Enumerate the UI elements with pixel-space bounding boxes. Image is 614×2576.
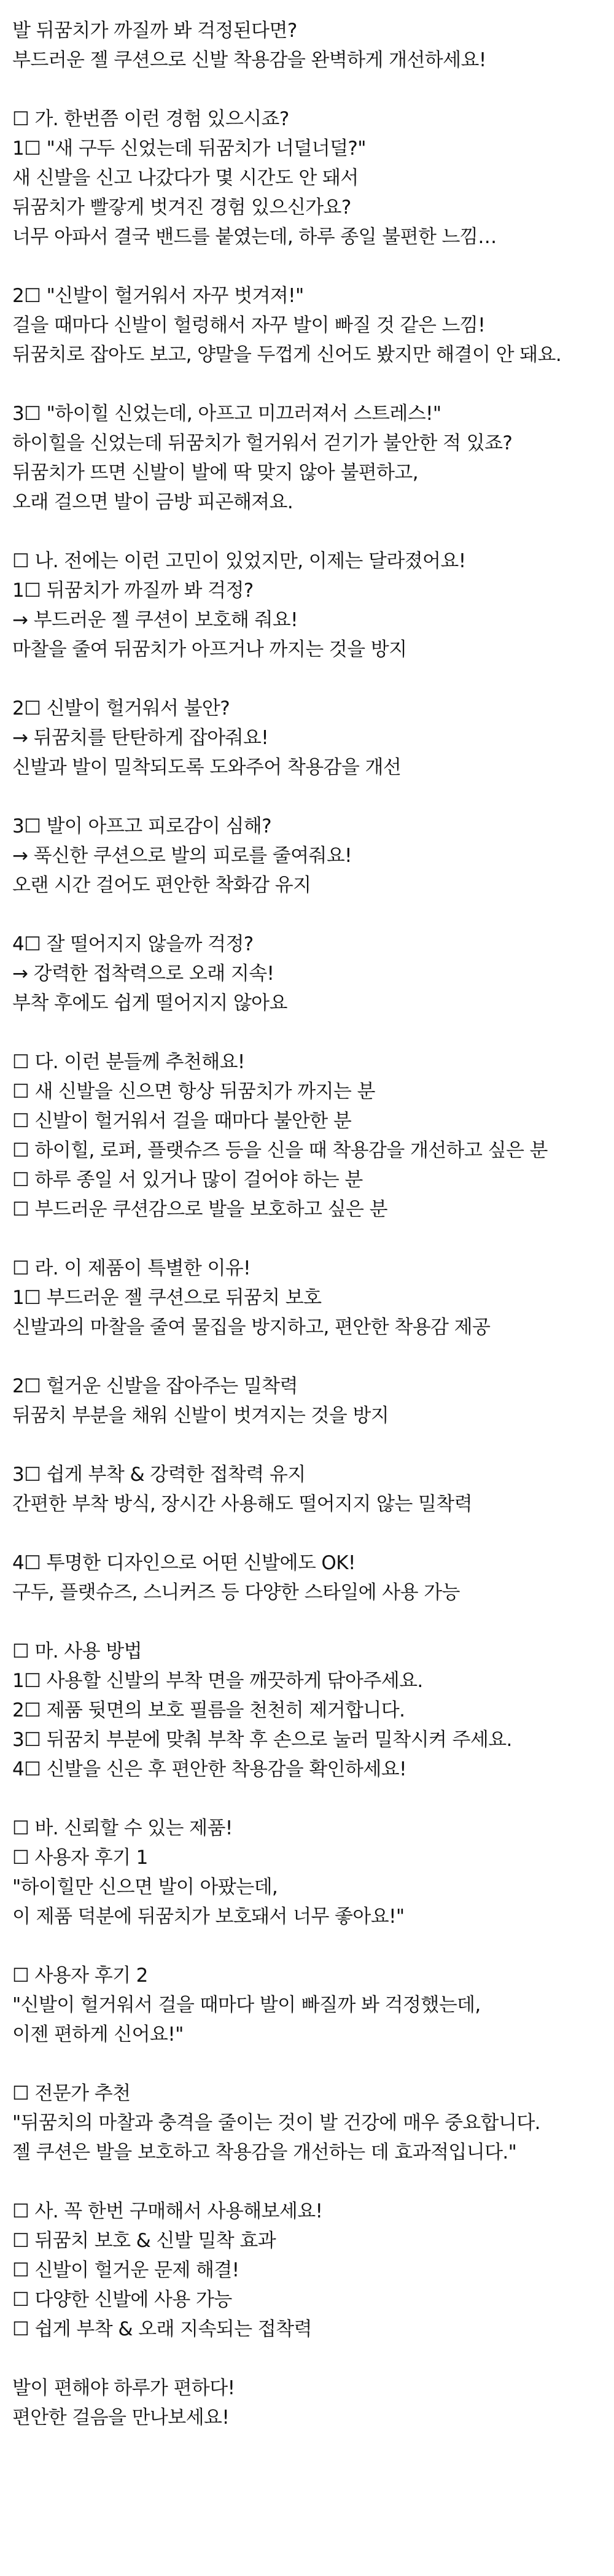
list-item: ☐ 신발이 헐거운 문제 해결! xyxy=(12,2259,239,2281)
section-title: ☐ 마. 사용 방법 xyxy=(12,1640,142,1662)
list-item: ☐ 다양한 신발에 사용 가능 xyxy=(12,2289,232,2311)
review-text: "뒤꿈치의 마찰과 충격을 줄이는 것이 발 건강에 매우 중요합니다. xyxy=(12,2112,540,2134)
item-heading: 2☐ 헐거운 신발을 잡아주는 밀착력 xyxy=(12,1375,298,1397)
item-heading: 3☐ 쉽게 부착 & 강력한 접착력 유지 xyxy=(12,1464,306,1486)
item-heading: 1☐ 부드러운 젤 쿠션으로 뒤꿈치 보호 xyxy=(12,1287,322,1309)
item-heading: 3☐ "하이힐 신었는데, 아프고 미끄러져서 스트레스!" xyxy=(12,403,441,425)
item-heading: 4☐ 잘 떨어지지 않을까 걱정? xyxy=(12,933,254,955)
item-heading: 2☐ "신발이 헐거워서 자꾸 벗겨져!" xyxy=(12,285,304,307)
item-text: 오랜 시간 걸어도 편안한 착화감 유지 xyxy=(12,874,311,896)
list-item: ☐ 신발이 헐거워서 걸을 때마다 불안한 분 xyxy=(12,1110,352,1132)
list-item: ☐ 뒤꿈치 보호 & 신발 밀착 효과 xyxy=(12,2230,276,2252)
step-item: 4☐ 신발을 신은 후 편안한 착용감을 확인하세요! xyxy=(12,1758,406,1780)
item-heading: 1☐ "새 구두 신었는데 뒤꿈치가 너덜너덜?" xyxy=(12,138,366,160)
item-heading: 2☐ 신발이 헐거워서 불안? xyxy=(12,697,230,720)
item-heading: 1☐ 뒤꿈치가 까질까 봐 걱정? xyxy=(12,580,254,602)
item-text: → 부드러운 젤 쿠션이 보호해 줘요! xyxy=(12,609,298,631)
section-experience xyxy=(12,104,602,517)
section-title: ☐ 바. 신뢰할 수 있는 제품! xyxy=(12,1817,233,1839)
item-text: 신발과의 마찰을 줄여 물집을 방지하고, 편안한 착용감 제공 xyxy=(12,1316,491,1338)
item-heading: 4☐ 투명한 디자인으로 어떤 신발에도 OK! xyxy=(12,1552,356,1574)
intro-line: 발 뒤꿈치가 까질까 봐 걱정된다면? xyxy=(12,20,297,42)
section-title: ☐ 라. 이 제품이 특별한 이유! xyxy=(12,1257,251,1279)
item-text: 너무 아파서 결국 밴드를 붙였는데, 하루 종일 불편한 느낌… xyxy=(12,226,497,248)
item-text: 마찰을 줄여 뒤꿈치가 아프거나 까지는 것을 방지 xyxy=(12,638,407,661)
outro-line: 발이 편해야 하루가 편하다! xyxy=(12,2377,235,2399)
outro-line: 편안한 걸음을 만나보세요! xyxy=(12,2407,230,2429)
item-text: 간편한 부착 방식, 장시간 사용해도 떨어지지 않는 밀착력 xyxy=(12,1493,472,1515)
review-heading: ☐ 전문가 추천 xyxy=(12,2082,131,2105)
list-item: ☐ 하루 종일 서 있거나 많이 걸어야 하는 분 xyxy=(12,1169,363,1191)
section-purchase xyxy=(12,2197,602,2344)
item-text: 부착 후에도 쉽게 떨어지지 않아요 xyxy=(12,992,287,1014)
list-item: ☐ 부드러운 쿠션감으로 발을 보호하고 싶은 분 xyxy=(12,1198,387,1220)
item-text: 하이힐을 신었는데 뒤꿈치가 헐거워서 걷기가 불안한 적 있죠? xyxy=(12,432,513,454)
review-text: "하이힐만 신으면 발이 아팠는데, xyxy=(12,1876,278,1898)
section-title: ☐ 다. 이런 분들께 추천해요! xyxy=(12,1051,245,1073)
section-special-features xyxy=(12,1254,602,1607)
section-recommended-for xyxy=(12,1047,602,1224)
intro xyxy=(12,16,602,75)
review-heading: ☐ 사용자 후기 1 xyxy=(12,1847,148,1869)
review-text: 젤 쿠션은 발을 보호하고 착용감을 개선하는 데 효과적입니다." xyxy=(12,2141,517,2163)
step-item: 3☐ 뒤꿈치 부분에 맞춰 부착 후 손으로 눌러 밀착시켜 주세요. xyxy=(12,1729,512,1751)
outro xyxy=(12,2373,602,2432)
review-text: "신발이 헐거워서 걸을 때마다 발이 빠질까 봐 걱정했는데, xyxy=(12,1994,481,2016)
list-item: ☐ 새 신발을 신으면 항상 뒤꿈치가 까지는 분 xyxy=(12,1080,375,1103)
review-heading: ☐ 사용자 후기 2 xyxy=(12,1965,148,1987)
section-title: ☐ 나. 전에는 이런 고민이 있었지만, 이제는 달라졌어요! xyxy=(12,550,466,572)
section-before-after xyxy=(12,546,602,1018)
item-text: 걸을 때마다 신발이 헐렁해서 자꾸 발이 빠질 것 같은 느낌! xyxy=(12,314,486,336)
item-text: 뒤꿈치가 뜨면 신발이 발에 딱 맞지 않아 불편하고, xyxy=(12,462,418,484)
item-text: 구두, 플랫슈즈, 스니커즈 등 다양한 스타일에 사용 가능 xyxy=(12,1581,460,1604)
review-text: 이 제품 덕분에 뒤꿈치가 보호돼서 너무 좋아요!" xyxy=(12,1906,405,1928)
step-item: 1☐ 사용할 신발의 부착 면을 깨끗하게 닦아주세요. xyxy=(12,1670,423,1692)
list-item: ☐ 하이힐, 로퍼, 플랫슈즈 등을 신을 때 착용감을 개선하고 싶은 분 xyxy=(12,1139,548,1162)
item-heading: 3☐ 발이 아프고 피로감이 심해? xyxy=(12,815,271,837)
section-usage xyxy=(12,1637,602,1784)
section-title: ☐ 사. 꼭 한번 구매해서 사용해보세요! xyxy=(12,2200,323,2222)
item-text: → 강력한 접착력으로 오래 지속! xyxy=(12,963,274,985)
intro-line: 부드러운 젤 쿠션으로 신발 착용감을 완벽하게 개선하세요! xyxy=(12,49,486,71)
step-item: 2☐ 제품 뒷면의 보호 필름을 천천히 제거합니다. xyxy=(12,1699,405,1721)
item-text: → 뒤꿈치를 탄탄하게 잡아줘요! xyxy=(12,727,269,749)
item-text: 새 신발을 신고 나갔다가 몇 시간도 안 돼서 xyxy=(12,167,359,189)
list-item: ☐ 쉽게 부착 & 오래 지속되는 접착력 xyxy=(12,2318,312,2340)
section-title: ☐ 가. 한번쯤 이런 경험 있으시죠? xyxy=(12,108,289,130)
item-text: 뒤꿈치가 빨갛게 벗겨진 경험 있으신가요? xyxy=(12,196,351,219)
item-text: 뒤꿈치 부분을 채워 신발이 벗겨지는 것을 방지 xyxy=(12,1405,389,1427)
item-text: 오래 걸으면 발이 금방 피곤해져요. xyxy=(12,491,293,513)
item-text: 신발과 발이 밀착되도록 도와주어 착용감을 개선 xyxy=(12,756,402,778)
item-text: → 푹신한 쿠션으로 발의 피로를 줄여줘요! xyxy=(12,845,352,867)
item-text: 뒤꿈치로 잡아도 보고, 양말을 두껍게 신어도 봤지만 해결이 안 돼요. xyxy=(12,344,562,366)
section-reviews xyxy=(12,1814,602,2167)
review-text: 이젠 편하게 신어요!" xyxy=(12,2023,184,2046)
